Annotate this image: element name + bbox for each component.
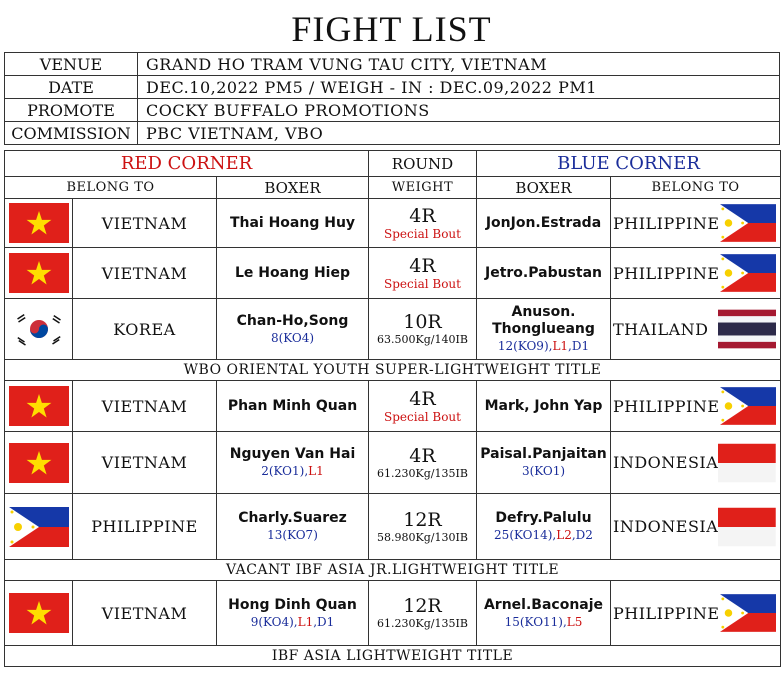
blue-boxer-record [477, 527, 610, 543]
blue-country-cell [611, 581, 781, 646]
title-fight-label: IBF ASIA LIGHTWEIGHT TITLE [5, 646, 781, 667]
blue-boxer-name: Jetro.Pabustan [485, 264, 602, 281]
record-wins: 25(KO14), [494, 528, 557, 542]
fight-list-table [4, 150, 781, 667]
info-value: COCKY BUFFALO PROMOTIONS [138, 99, 780, 122]
red-boxer-record [217, 614, 368, 630]
record-wins: 9(KO4), [250, 614, 298, 629]
blue-boxer-cell [477, 432, 611, 494]
red-boxer-cell [217, 199, 369, 248]
weight-header: WEIGHT [369, 177, 477, 199]
blue-boxer-name: Mark, John Yap [484, 397, 603, 414]
rounds: 12R [403, 595, 442, 617]
record-wins: 12(KO9), [497, 339, 553, 353]
info-row-venue [5, 53, 780, 76]
blue-boxer-record [477, 614, 610, 630]
philippines-flag [720, 593, 777, 633]
info-value: PBC VIETNAM, VBO [138, 122, 780, 145]
blue-country-wrap [611, 386, 780, 426]
blue-boxer-name: Paisal.Panjaitan [480, 446, 607, 462]
rounds: 12R [403, 508, 442, 531]
bout-row [5, 299, 781, 360]
round-weight-cell [369, 581, 477, 646]
blue-country: PHILIPPINE [613, 213, 720, 233]
page-title: FIGHT LIST [291, 9, 492, 49]
special-bout-note: Special Bout [384, 277, 461, 291]
red-corner-header: RED CORNER [5, 151, 369, 177]
round-weight-cell [369, 381, 477, 432]
rounds: 4R [409, 388, 436, 410]
title-fight-label: WBO ORIENTAL YOUTH SUPER-LIGHTWEIGHT TITLE [5, 360, 781, 381]
record-draws: ,D1 [313, 614, 335, 629]
title-fight-label: VACANT IBF ASIA JR.LIGHTWEIGHT TITLE [5, 560, 781, 581]
red-boxer-record [217, 463, 368, 479]
blue-country: PHILIPPINE [613, 396, 720, 416]
rounds: 4R [409, 205, 436, 227]
red-boxer-name: Thai Hoang Huy [229, 214, 356, 231]
blue-country-wrap [611, 309, 780, 349]
corner-header-row [5, 151, 781, 177]
red-boxer-cell [217, 248, 369, 299]
round-header: ROUND [369, 151, 477, 177]
red-country: VIETNAM [73, 432, 217, 494]
red-boxer-name: Le Hoang Hiep [235, 264, 350, 281]
bout-row [5, 432, 781, 494]
bout-row [5, 199, 781, 248]
red-boxer-name: Nguyen Van Hai [229, 446, 356, 462]
red-boxer-cell [217, 381, 369, 432]
vietnam-flag [9, 253, 69, 293]
blue-country-wrap [611, 203, 780, 243]
round-weight-cell [369, 248, 477, 299]
round-weight-cell [369, 432, 477, 494]
indonesia-flag [718, 443, 776, 483]
special-bout-note: Special Bout [384, 410, 461, 424]
red-boxer-cell [217, 299, 369, 360]
blue-boxer-name: Anuson. Thonglueang [492, 304, 595, 337]
title-row [5, 360, 781, 381]
red-flag-cell [5, 581, 73, 646]
record-losses: L1 [297, 614, 314, 629]
record-losses: L1 [308, 464, 324, 478]
blue-country-cell [611, 494, 781, 560]
record-wins: 8(KO4) [270, 330, 315, 345]
red-flag-cell [5, 199, 73, 248]
title-row [5, 560, 781, 581]
event-info-table [4, 52, 780, 145]
info-label: DATE [5, 76, 138, 99]
info-row-commission [5, 122, 780, 145]
red-boxer-cell [217, 494, 369, 560]
red-belong-to-header: BELONG TO [5, 177, 217, 199]
blue-boxer-name: Defry.Palulu [495, 510, 592, 526]
info-label: COMMISSION [5, 122, 138, 145]
blue-corner-header: BLUE CORNER [477, 151, 781, 177]
special-bout-note: Special Bout [384, 227, 461, 241]
info-label: VENUE [5, 53, 138, 76]
blue-boxer-record [477, 338, 610, 354]
blue-country-cell [611, 199, 781, 248]
record-losses: L1 [552, 339, 569, 353]
rounds: 4R [409, 444, 436, 467]
record-losses: L2 [556, 528, 572, 542]
blue-country-wrap [611, 507, 780, 547]
korea-flag [9, 309, 69, 349]
red-country: VIETNAM [73, 581, 217, 646]
weight-limit: 61.230Kg/135IB [377, 617, 468, 630]
blue-country-cell [611, 248, 781, 299]
red-boxer-record [217, 527, 368, 543]
blue-boxer-name: Arnel.Baconaje [483, 596, 604, 613]
vietnam-flag [9, 593, 69, 633]
red-flag-cell [5, 432, 73, 494]
red-country: KOREA [73, 299, 217, 360]
rounds: 10R [403, 311, 442, 333]
blue-country: INDONESIA [613, 453, 719, 472]
record-wins: 13(KO7) [267, 528, 318, 542]
info-value: GRAND HO TRAM VUNG TAU CITY, VIETNAM [138, 53, 780, 76]
red-country: PHILIPPINE [73, 494, 217, 560]
red-flag-cell [5, 299, 73, 360]
thailand-flag [718, 309, 776, 349]
red-flag-cell [5, 381, 73, 432]
record-draws: ,D2 [571, 528, 593, 542]
info-row-promote [5, 99, 780, 122]
red-country: VIETNAM [73, 199, 217, 248]
red-country: VIETNAM [73, 381, 217, 432]
record-draws: ,D1 [568, 339, 590, 353]
philippines-flag [720, 386, 777, 426]
rounds: 4R [409, 255, 436, 277]
record-wins: 15(KO11), [504, 614, 567, 629]
red-boxer-cell [217, 432, 369, 494]
red-boxer-record [217, 330, 368, 346]
blue-boxer-cell [477, 248, 611, 299]
blue-country: THAILAND [613, 319, 709, 339]
red-country: VIETNAM [73, 248, 217, 299]
bout-row [5, 381, 781, 432]
info-label: PROMOTE [5, 99, 138, 122]
blue-boxer-header: BOXER [477, 177, 611, 199]
blue-boxer-cell [477, 299, 611, 360]
red-flag-cell [5, 494, 73, 560]
philippines-flag [720, 253, 777, 293]
red-boxer-name: Hong Dinh Quan [228, 596, 357, 613]
weight-limit: 58.980Kg/130IB [377, 530, 468, 544]
round-weight-cell [369, 299, 477, 360]
info-row-date [5, 76, 780, 99]
round-weight-cell [369, 199, 477, 248]
record-losses: L5 [566, 614, 583, 629]
philippines-flag [9, 507, 69, 547]
blue-boxer-cell [477, 494, 611, 560]
bout-row [5, 248, 781, 299]
blue-country-cell [611, 432, 781, 494]
blue-country: INDONESIA [613, 517, 719, 536]
blue-country-wrap [611, 443, 780, 483]
bout-row [5, 494, 781, 560]
weight-limit: 61.230Kg/135IB [377, 466, 468, 480]
blue-boxer-name: JonJon.Estrada [485, 214, 602, 231]
red-flag-cell [5, 248, 73, 299]
blue-boxer-record [477, 463, 610, 479]
red-boxer-name: Chan-Ho,Song [236, 312, 349, 329]
record-wins: 3(KO1) [521, 464, 566, 478]
red-boxer-name: Phan Minh Quan [227, 397, 358, 414]
indonesia-flag [718, 507, 776, 547]
column-header-row [5, 177, 781, 199]
round-weight-cell [369, 494, 477, 560]
red-boxer-name: Charly.Suarez [238, 510, 347, 526]
philippines-flag [720, 203, 777, 243]
vietnam-flag [9, 386, 69, 426]
weight-limit: 63.500Kg/140IB [377, 333, 468, 346]
info-value: DEC.10,2022 PM5 / WEIGH - IN : DEC.09,2022 PM1 [138, 76, 780, 99]
blue-country-wrap [611, 593, 780, 633]
red-boxer-header: BOXER [217, 177, 369, 199]
record-wins: 2(KO1), [261, 464, 309, 478]
blue-boxer-cell [477, 199, 611, 248]
blue-boxer-cell [477, 381, 611, 432]
title-row [5, 646, 781, 667]
blue-country: PHILIPPINE [613, 263, 720, 283]
red-boxer-cell [217, 581, 369, 646]
bout-row [5, 581, 781, 646]
vietnam-flag [9, 443, 69, 483]
blue-country: PHILIPPINE [613, 603, 720, 623]
blue-country-cell [611, 381, 781, 432]
vietnam-flag [9, 203, 69, 243]
blue-boxer-cell [477, 581, 611, 646]
blue-belong-to-header: BELONG TO [611, 177, 781, 199]
blue-country-cell [611, 299, 781, 360]
blue-country-wrap [611, 253, 780, 293]
